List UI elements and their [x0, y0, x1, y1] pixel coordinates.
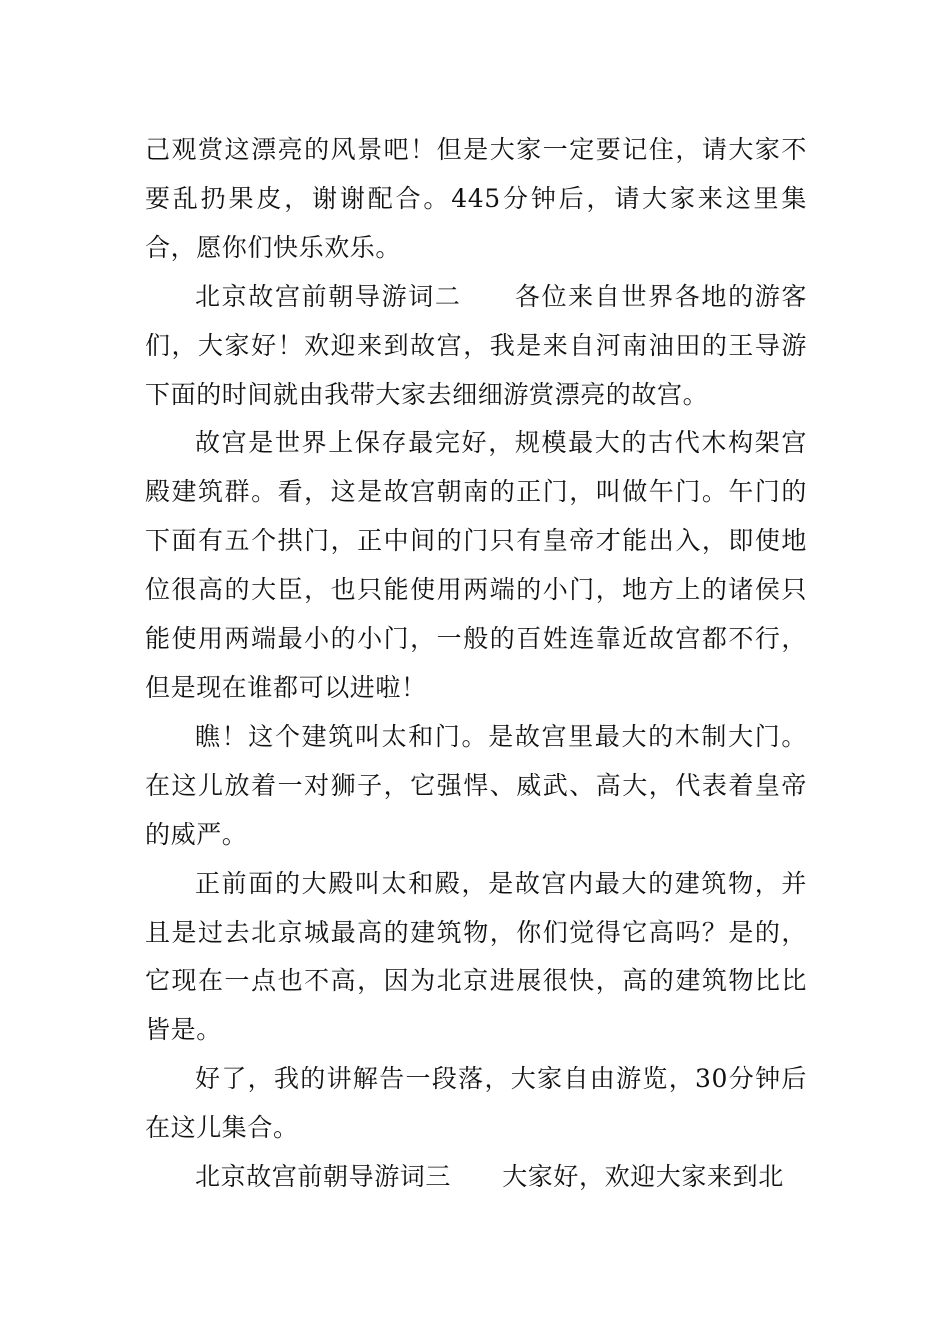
document-body	[145, 126, 807, 1202]
paragraph-guide-two-intro: 北京故宫前朝导游词二 各位来自世界各地的游客们，大家好！欢迎来到故宫，我是来自河南油田的王导游下面的时间就由我带大家去细细游赏漂亮的故宫。	[145, 281, 807, 409]
paragraph-taihemen: 瞧！这个建筑叫太和门。是故宫里最大的木制大门。在这儿放着一对狮子，它强悍、威武、高大，代表着皇帝的威严。	[145, 721, 807, 849]
paragraph-free-tour: 好了，我的讲解告一段落，大家自由游览，30分钟后在这儿集合。	[145, 1064, 807, 1143]
paragraph-taihedian: 正前面的大殿叫太和殿，是故宫内最大的建筑物，并且是过去北京城最高的建筑物，你们觉得它高吗？是的，它现在一点也不高，因为北京进展很快，高的建筑物比比皆是。	[145, 868, 807, 1045]
paragraph-palace-wumen: 故宫是世界上保存最完好，规模最大的古代木构架宫殿建筑群。看，这是故宫朝南的正门，叫做午门。午门的下面有五个拱门，正中间的门只有皇帝才能出入，即使地位很高的大臣，也只能使用两端的小门，地方上的诸侯只能使用两端最小的小门，一般的百姓连靠近故宫都不行，但是现在谁都可以进啦！	[145, 428, 807, 702]
paragraph-continued: 己观赏这漂亮的风景吧！但是大家一定要记住，请大家不要乱扔果皮，谢谢配合。445分钟后，请大家来这里集合，愿你们快乐欢乐。	[145, 135, 807, 262]
paragraph-guide-three-intro: 北京故宫前朝导游词三 大家好，欢迎大家来到北	[195, 1162, 784, 1192]
